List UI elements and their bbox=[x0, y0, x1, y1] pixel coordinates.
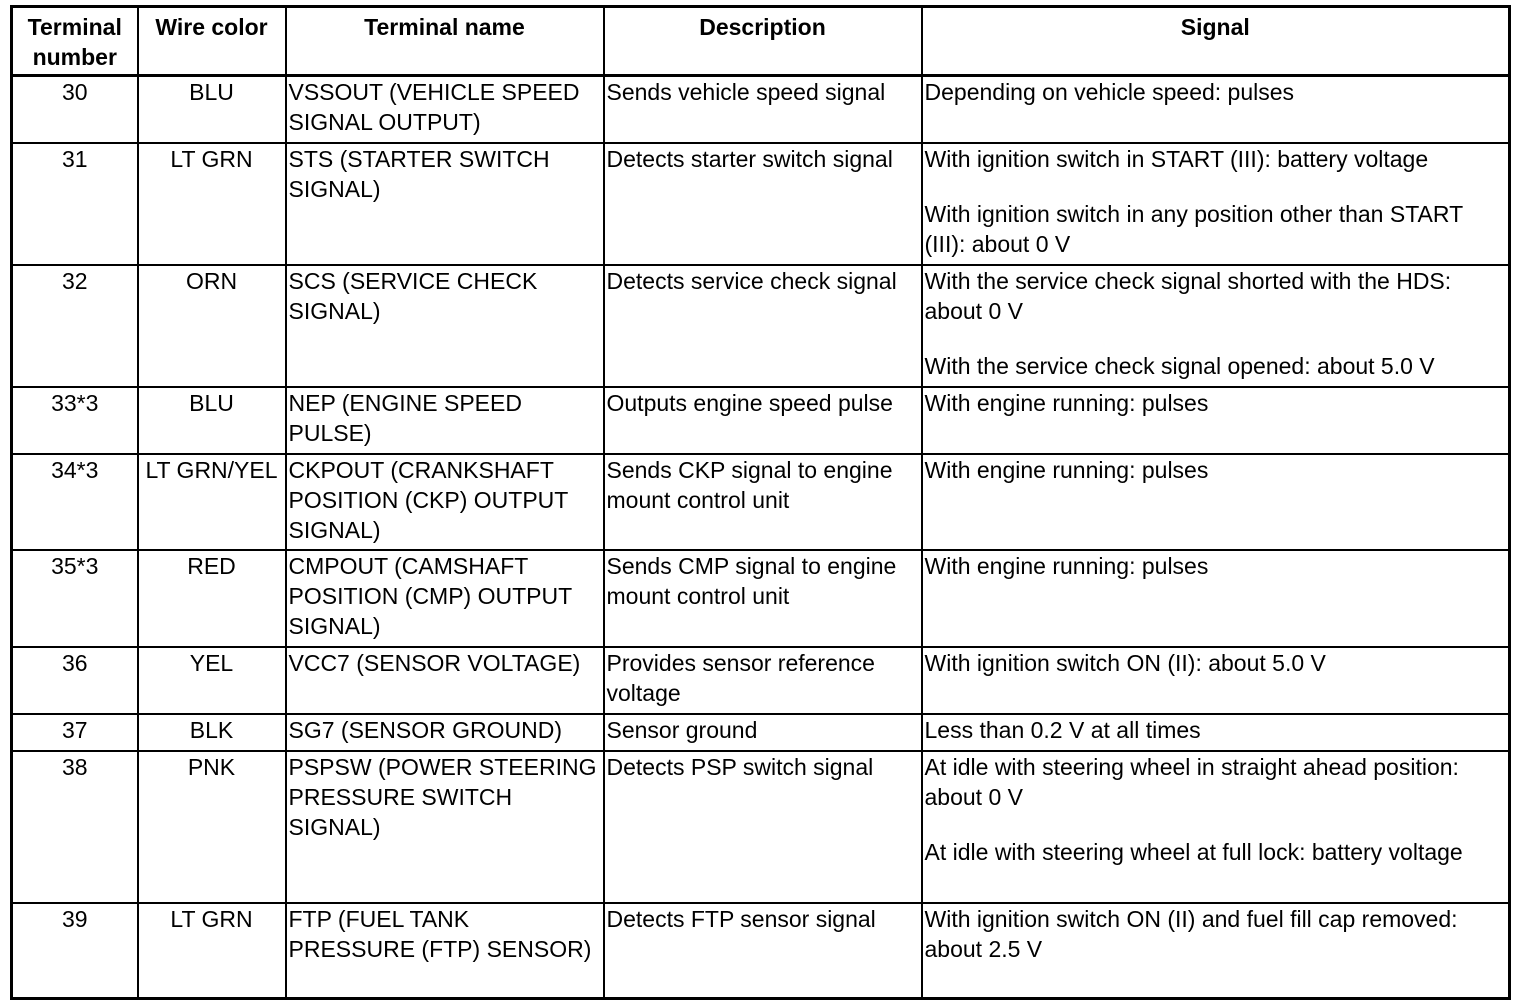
signal-line: With ignition switch ON (II) and fuel fill cap removed: about 2.5 V bbox=[924, 905, 1458, 962]
signal-line: With the service check signal shorted with the HDS: about 0 V bbox=[924, 267, 1452, 324]
header-description: Description bbox=[604, 7, 922, 76]
signal-cell bbox=[922, 265, 1510, 387]
table-row bbox=[12, 647, 1510, 714]
header-terminal-number: Terminal number bbox=[12, 7, 138, 76]
table-row bbox=[12, 751, 1510, 903]
signal-line: With engine running: pulses bbox=[924, 389, 1209, 416]
signal-line: Less than 0.2 V at all times bbox=[924, 716, 1201, 743]
table-body bbox=[12, 76, 1510, 999]
terminal-number-cell: 36 bbox=[12, 647, 138, 714]
terminal-name-cell: SCS (SERVICE CHECK SIGNAL) bbox=[286, 265, 604, 387]
terminal-name-cell: NEP (ENGINE SPEED PULSE) bbox=[286, 387, 604, 454]
signal-cell bbox=[922, 647, 1510, 714]
signal-cell bbox=[922, 387, 1510, 454]
description-cell: Detects FTP sensor signal bbox=[604, 903, 922, 999]
signal-line: With ignition switch in START (III): battery voltage bbox=[924, 145, 1429, 172]
wire-color-cell: BLU bbox=[138, 76, 286, 143]
terminal-number-cell: 39 bbox=[12, 903, 138, 999]
signal-line: With ignition switch ON (II): about 5.0 V bbox=[924, 649, 1326, 676]
signal-cell bbox=[922, 714, 1510, 751]
table-row bbox=[12, 76, 1510, 143]
description-cell: Detects PSP switch signal bbox=[604, 751, 922, 903]
signal-line: With engine running: pulses bbox=[924, 456, 1209, 483]
description-cell: Sends CMP signal to engine mount control unit bbox=[604, 550, 922, 647]
terminal-name-cell: VCC7 (SENSOR VOLTAGE) bbox=[286, 647, 604, 714]
signal-line: At idle with steering wheel at full lock: battery voltage bbox=[924, 838, 1463, 865]
terminal-number-cell: 30 bbox=[12, 76, 138, 143]
signal-cell bbox=[922, 550, 1510, 647]
signal-line: At idle with steering wheel in straight ahead position: about 0 V bbox=[924, 753, 1459, 810]
signal-cell bbox=[922, 143, 1510, 265]
signal-cell bbox=[922, 903, 1510, 999]
table-row bbox=[12, 454, 1510, 550]
wire-color-cell: LT GRN bbox=[138, 903, 286, 999]
table-row bbox=[12, 550, 1510, 647]
terminal-name-cell: CKPOUT (CRANKSHAFT POSITION (CKP) OUTPUT SIGNAL) bbox=[286, 454, 604, 550]
wire-color-cell: LT GRN bbox=[138, 143, 286, 265]
wire-color-cell: PNK bbox=[138, 751, 286, 903]
signal-cell bbox=[922, 454, 1510, 550]
description-cell: Outputs engine speed pulse bbox=[604, 387, 922, 454]
terminal-table bbox=[10, 5, 1511, 1000]
signal-line: Depending on vehicle speed: pulses bbox=[924, 79, 1295, 105]
signal-cell bbox=[922, 76, 1510, 143]
signal-line: With engine running: pulses bbox=[924, 552, 1209, 579]
wire-color-cell: YEL bbox=[138, 647, 286, 714]
signal-line: With ignition switch in any position other than START (III): about 0 V bbox=[924, 200, 1463, 257]
terminal-name-cell: VSSOUT (VEHICLE SPEED SIGNAL OUTPUT) bbox=[286, 76, 604, 143]
terminal-name-cell: SG7 (SENSOR GROUND) bbox=[286, 714, 604, 751]
terminal-number-cell: 32 bbox=[12, 265, 138, 387]
terminal-number-cell: 34*3 bbox=[12, 454, 138, 550]
table-row bbox=[12, 903, 1510, 999]
signal-cell bbox=[922, 751, 1510, 903]
description-cell: Detects starter switch signal bbox=[604, 143, 922, 265]
wire-color-cell: LT GRN/YEL bbox=[138, 454, 286, 550]
wire-color-cell: RED bbox=[138, 550, 286, 647]
table-header-row bbox=[12, 7, 1510, 76]
wire-color-cell: ORN bbox=[138, 265, 286, 387]
description-cell: Sends CKP signal to engine mount control unit bbox=[604, 454, 922, 550]
signal-line: With the service check signal opened: about 5.0 V bbox=[924, 352, 1435, 379]
terminal-name-cell: PSPSW (POWER STEERING PRESSURE SWITCH SIGNAL) bbox=[286, 751, 604, 903]
terminal-number-cell: 37 bbox=[12, 714, 138, 751]
description-cell: Provides sensor reference voltage bbox=[604, 647, 922, 714]
header-signal: Signal bbox=[922, 7, 1510, 76]
terminal-name-cell: FTP (FUEL TANK PRESSURE (FTP) SENSOR) bbox=[286, 903, 604, 999]
table-row bbox=[12, 265, 1510, 387]
terminal-name-cell: CMPOUT (CAMSHAFT POSITION (CMP) OUTPUT SIGNAL) bbox=[286, 550, 604, 647]
terminal-name-cell: STS (STARTER SWITCH SIGNAL) bbox=[286, 143, 604, 265]
description-cell: Sends vehicle speed signal bbox=[604, 76, 922, 143]
terminal-number-cell: 35*3 bbox=[12, 550, 138, 647]
terminal-number-cell: 38 bbox=[12, 751, 138, 903]
description-cell: Detects service check signal bbox=[604, 265, 922, 387]
header-terminal-name: Terminal name bbox=[286, 7, 604, 76]
header-wire-color: Wire color bbox=[138, 7, 286, 76]
description-cell: Sensor ground bbox=[604, 714, 922, 751]
wire-color-cell: BLU bbox=[138, 387, 286, 454]
table-row bbox=[12, 714, 1510, 751]
terminal-number-cell: 33*3 bbox=[12, 387, 138, 454]
terminal-number-cell: 31 bbox=[12, 143, 138, 265]
wire-color-cell: BLK bbox=[138, 714, 286, 751]
table-row bbox=[12, 143, 1510, 265]
table-row bbox=[12, 387, 1510, 454]
